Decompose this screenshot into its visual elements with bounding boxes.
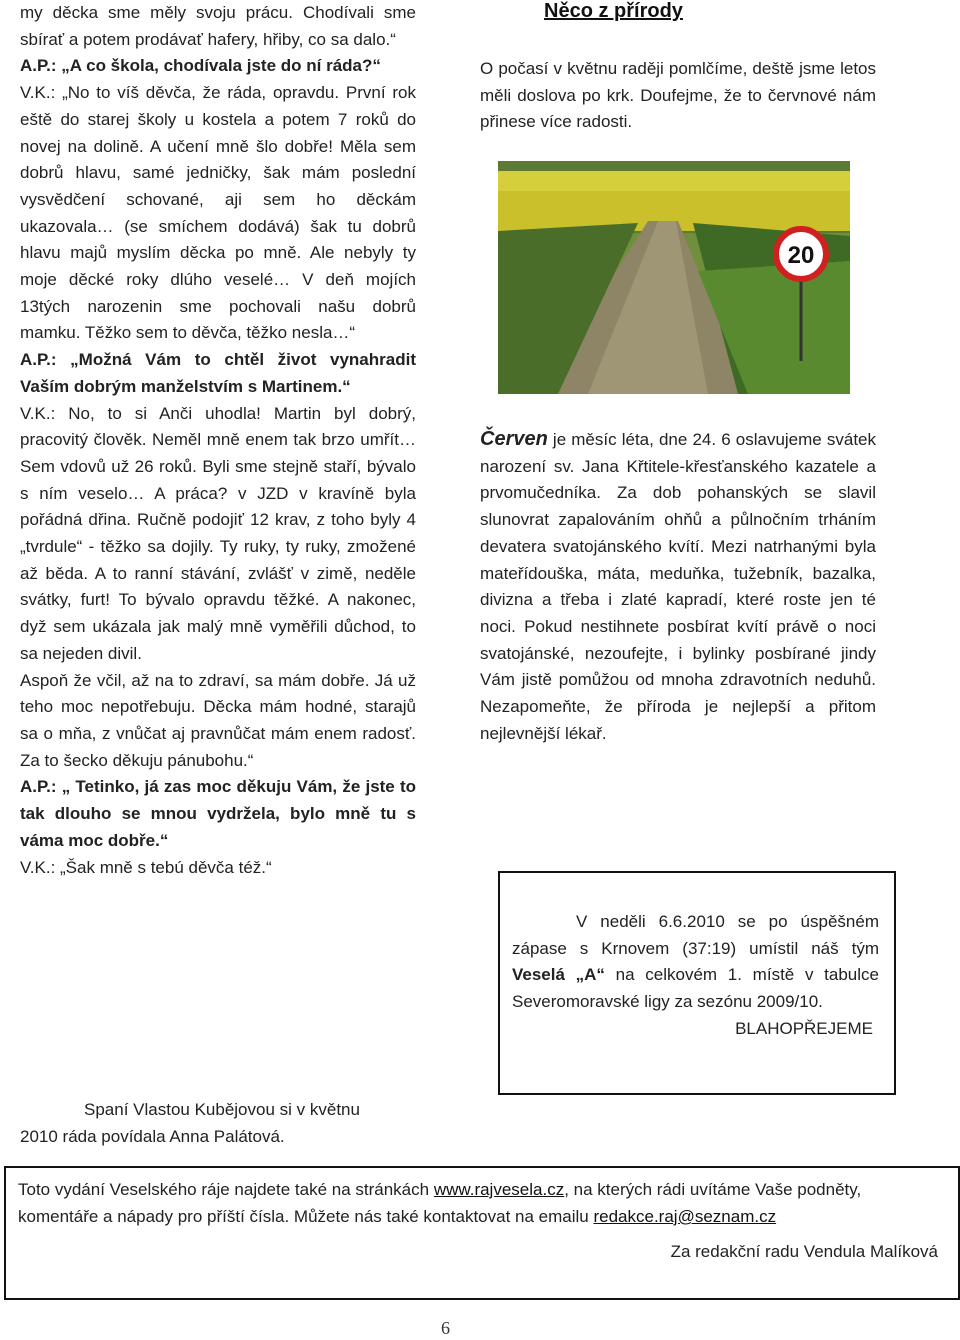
credit-line: 2010 ráda povídala Anna Palátová. <box>20 1126 285 1146</box>
section-title: Něco z přírody <box>544 0 683 22</box>
editor-signature: Za redakční radu Vendula Malíková <box>670 1242 938 1261</box>
interview-paragraph: my děcka sme měly svoju prácu. Chodívali sme sbírať a potem prodávať hafery, hřiby, co sa dalo.“ <box>20 3 416 49</box>
interview-paragraph: V.K.: „No to víš děvča, že ráda, opravdu. První rok eště do starej školy u kostela a potem 7 roků do novej na dolině. A učení mně šlo dobře! Měla sem dobrů hlavu, samé jedničky, šak mám poslední vysvědčení schované, aji sem ho děckám ukazovala… (se smíchem dodává) šak tu dobrů hlavu majů myslím děcka po mně. Ale nebyly ty moje děcké roky dlúho veselé… V deň mojích 13tých narozenin sme pochovali našu dobrů mamku. Těžko sem to děvča, těžko nesla…“ <box>20 83 416 343</box>
interview-question: A.P.: „A co škola, chodívala jste do ní ráda?“ <box>20 56 381 76</box>
speed-sign-number: 20 <box>787 242 815 269</box>
june-text: je měsíc léta, dne 24. 6 oslavujeme svátek narození sv. Jana Křtitele-křesťanského kazatele a prvomučedníka. Za dob pohanských se slavil slunovrat zapalováním ohňů a půlnočním trháním devatera svatojánského kvítí. Mezi natrhanými byla mateřídouška, máta, meduňka, tužebník, bazalka, divizna a třeba i zlaté kapradí, které roste jen té noci. Pokud nestihnete posbírat kvítí právě o noci svatojánské, nezoufejte, i bylinky posbírané jindy Vám jistě pomůžou od mnoha zdravotních neduhů. Nezapomeňte, že příroda je nejlepší a přitom nejlevnější lékař. <box>480 430 876 743</box>
interview-question: A.P.: „ Tetinko, já zas moc děkuju Vám, že jste to tak dlouho se mnou vydržela, bylo mně tu s váma moc dobře.“ <box>20 777 416 850</box>
sports-news-box <box>498 871 896 1095</box>
contact-text-part: , na kterých rádi uvítáme Vaše podněty, komentáře a nápady pro příští čísla. Můžete nás také kontaktovat na emailu <box>18 1180 862 1226</box>
flooded-road-photo <box>498 161 850 394</box>
weather-paragraph: O počasí v květnu raději pomlčíme, deště jsme letos měli doslova po krk. Doufejme, že to červnové nám přinese více radosti. <box>480 59 876 132</box>
contact-box <box>4 1166 960 1300</box>
sports-text-before: V neděli 6.6.2010 se po úspěšném zápase s Krnovem (37:19) umístil náš tým <box>512 912 879 958</box>
page-number: 6 <box>441 1318 450 1338</box>
interview-credit <box>20 1097 440 1150</box>
june-heading: Červen <box>480 428 548 450</box>
credit-line: Spaní Vlastou Kubějovou si v květnu <box>84 1100 360 1119</box>
interview-question: A.P.: „Možná Vám to chtěl život vynahradit Vaším dobrým manželstvím s Martinem.“ <box>20 350 416 396</box>
interview-paragraph: V.K.: No, to si Anči uhodla! Martin byl dobrý, pracovitý člověk. Neměl mně enem tak brzo umřít… Sem vdovů už 26 roků. Byli sme stejně staří, bývalo s ním veselo… A práca? v JZD v kravíně byla pořádná dřina. Ručně podojiť 12 krav, z toho byly 4 „tvrdule“ - těžko sa dojily. Ty ruky, ty ruky, zmožené až běda. A to ranní stávání, zvlášť v zimě, neděle svátky, furt! To bývalo opravdu těžké. A nakonec, dyž sem ukázala jak malý mně vyměřili důchod, to sa nejeden divil. <box>20 403 416 663</box>
congrats-text: BLAHOPŘEJEME <box>735 1018 873 1038</box>
sports-text-after: na celkovém 1. místě v tabulce Severomoravské ligy za sezónu 2009/10. <box>512 965 879 1012</box>
website-link[interactable]: www.rajvesela.cz <box>433 1180 565 1199</box>
sports-news-text <box>512 909 879 1043</box>
contact-text <box>18 1176 938 1265</box>
june-paragraph <box>480 426 876 747</box>
interview-column <box>20 0 416 881</box>
flood-image <box>498 161 850 394</box>
interview-paragraph: Aspoň že včil, až na to zdraví, sa mám dobře. Já už teho moc nepotřebuju. Děcka mám hodné, starajů sa o mňa, z vnůčat aj pravnůčat mám enem radosť. Za to šecko děkuju pánubohu.“ <box>20 670 416 770</box>
contact-text-part: Toto vydání Veselského ráje najdete také na stránkách <box>18 1180 434 1199</box>
interview-paragraph: V.K.: „Šak mně s tebú děvča též.“ <box>20 857 272 877</box>
email-link[interactable]: redakce.raj@seznam.cz <box>593 1207 777 1226</box>
team-name: Veselá „A“ <box>512 965 605 985</box>
